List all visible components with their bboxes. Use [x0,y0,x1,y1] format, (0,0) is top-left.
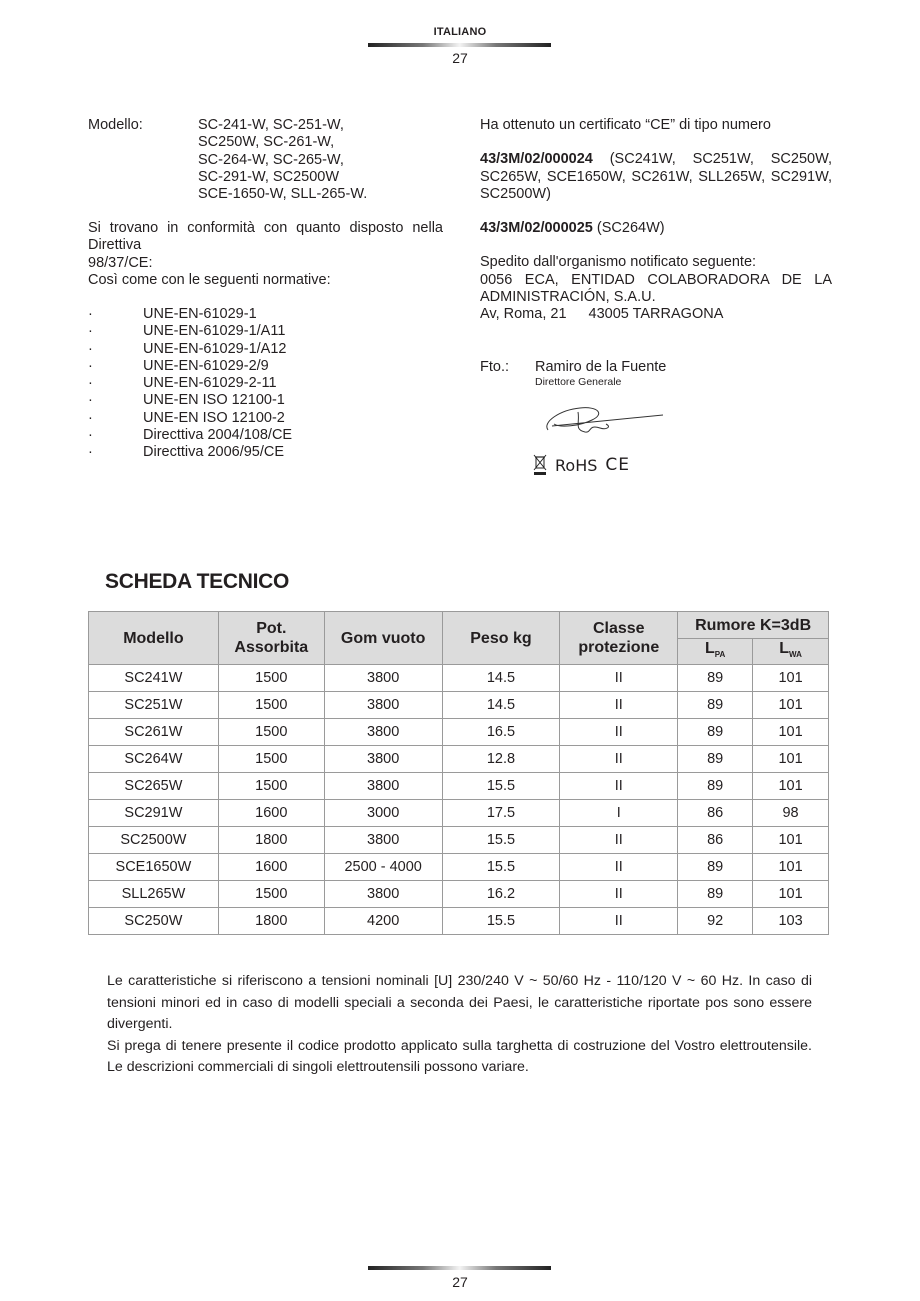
ce-mark: CE [605,455,630,475]
lwa-main: L [779,640,789,657]
certificate-2-number: 43/3M/02/000025 [480,220,593,237]
cell-model: SC264W [89,746,219,773]
cell-rpm: 2500 - 4000 [324,854,442,881]
certificate-1 [480,151,832,203]
cell-model: SC250W [89,908,219,935]
cell-lpa: 86 [678,800,753,827]
bullet: · [88,409,93,426]
cell-lwa: 103 [753,908,829,935]
cell-lpa: 89 [678,881,753,908]
cell-weight: 15.5 [442,773,560,800]
cell-lpa: 89 [678,665,753,692]
signature-label: Fto.: [480,359,510,375]
header-language: ITALIANO [433,26,487,38]
table-row [89,746,829,773]
cell-power: 1500 [218,773,324,800]
header-power-line: Pot. [256,620,287,637]
cell-class: II [560,665,678,692]
bullet: · [88,340,93,357]
cell-lwa: 101 [753,746,829,773]
cell-weight: 14.5 [442,692,560,719]
cell-lwa: 101 [753,719,829,746]
note-paragraph: Le caratteristiche si riferiscono a tensioni nominali [U] 230/240 V ~ 50/60 Hz - 110/120 V ~ 60 Hz. In caso di tensioni minori ed in caso di modelli speciali a seconda dei Paesi, le caratteristiche riportate pos sono essere divergenti. [107,973,812,1032]
standards-list [88,306,448,462]
cell-rpm: 3800 [324,827,442,854]
certificate-1-models: (SC241W, SC251W, SC250W, SC265W, SCE1650W, SC261W, SLL265W, SC291W, SC2500W) [480,151,832,202]
header-page-number: 27 [452,50,468,66]
model-list [198,117,367,203]
cell-lpa: 89 [678,746,753,773]
model-block [88,117,448,203]
cell-lwa: 101 [753,827,829,854]
cell-weight: 17.5 [442,800,560,827]
cell-power: 1500 [218,692,324,719]
table-row [89,881,829,908]
cell-rpm: 3800 [324,719,442,746]
cell-power: 1500 [218,719,324,746]
conformity-line: Si trovano in conformità con quanto disposto nella [88,220,443,236]
cell-rpm: 3800 [324,881,442,908]
cell-model: SC2500W [89,827,219,854]
model-line: SCE-1650-W, SLL-265-W. [198,186,368,203]
cell-lpa: 89 [678,692,753,719]
lpa-sub: PA [714,650,726,659]
cell-model: SC251W [89,692,219,719]
cell-lwa: 101 [753,692,829,719]
cell-weight: 15.5 [442,854,560,881]
model-line: SC-241-W, SC-251-W, [198,117,344,133]
header-class-line: Classe [592,620,645,637]
header-class-line: protezione [578,639,660,656]
table-row [89,773,829,800]
cell-lpa: 89 [678,719,753,746]
note-paragraph: Si prega di tenere presente il codice prodotto applicato sulla targhetta di costruzione del Vostro elettroutensile. Le descrizioni commerciali di singoli elettroutensili possono variare. [107,1037,812,1075]
cell-model: SLL265W [89,881,219,908]
cell-class: II [560,854,678,881]
signatory-title: Direttore Generale [535,376,622,389]
certificate-2-models: (SC264W) [592,220,665,237]
cell-power: 1500 [218,881,324,908]
bullet: · [88,392,93,409]
standard-label: UNE-EN ISO 12100-2 [143,409,285,426]
cell-rpm: 3800 [324,692,442,719]
footer-page-number: 27 [452,1274,468,1290]
bullet: · [88,444,93,461]
footer-divider [368,1266,551,1270]
cell-lpa: 89 [678,773,753,800]
cell-model: SC265W [89,773,219,800]
bullet: · [88,306,93,322]
table-row [89,692,829,719]
address-city: 43005 TARRAGONA [588,306,724,323]
issuer-block [480,254,832,323]
spec-table-body [89,665,829,935]
cell-power: 1500 [218,665,324,692]
standard-item [88,341,448,358]
standard-label: Directtiva 2004/108/CE [143,427,293,444]
cell-rpm: 3800 [324,773,442,800]
certificate-2 [480,220,832,237]
cell-rpm: 4200 [324,908,442,935]
cell-weight: 14.5 [442,665,560,692]
header-power-line: Assorbita [234,639,309,656]
standard-item [88,306,448,323]
certificate-block [480,117,832,324]
conformity-text [88,220,443,289]
lwa-sub: WA [788,650,802,659]
model-line: SC250W, SC-261-W, [198,134,335,151]
conformity-line: Direttiva [88,237,142,254]
cell-class: II [560,719,678,746]
signature-icon [540,400,670,445]
cell-rpm: 3800 [324,746,442,773]
notes [107,971,812,1079]
issuer-line: Spedito dall'organismo notificato seguente: [480,254,757,271]
standard-item [88,392,448,409]
cell-lwa: 98 [753,800,829,827]
weee-bin-icon [533,454,547,476]
cell-lwa: 101 [753,665,829,692]
model-line: SC-291-W, SC2500W [198,168,340,185]
bullet: · [88,375,93,392]
bullet: · [88,323,93,340]
model-label: Modello: [88,117,143,133]
cell-rpm: 3000 [324,800,442,827]
spec-table [88,611,829,935]
header-rpm: Gom vuoto [324,612,442,665]
table-row [89,665,829,692]
cell-model: SC261W [89,719,219,746]
table-row [89,827,829,854]
standard-item [88,358,448,375]
header-power [218,612,324,665]
cell-lpa: 89 [678,854,753,881]
cell-model: SC241W [89,665,219,692]
header-lpa [678,639,753,665]
conformity-line: 98/37/CE: [88,254,153,271]
cell-class: I [560,800,678,827]
cell-lwa: 101 [753,854,829,881]
cell-weight: 15.5 [442,908,560,935]
cell-lwa: 101 [753,881,829,908]
header-divider [368,43,551,47]
certificate-intro: Ha ottenuto un certificato “CE” di tipo numero [480,117,771,133]
cell-power: 1800 [218,827,324,854]
standard-item [88,427,448,444]
cell-lpa: 92 [678,908,753,935]
signature-block [480,359,666,389]
cell-power: 1600 [218,854,324,881]
model-line: SC-264-W, SC-265-W, [198,151,344,168]
standard-label: UNE-EN-61029-2-11 [143,375,277,392]
cell-power: 1800 [218,908,324,935]
cell-power: 1500 [218,746,324,773]
conformity-line: Così come con le seguenti normative: [88,271,331,288]
issuer-address [480,306,832,323]
standard-item [88,410,448,427]
bullet: · [88,427,93,444]
table-row [89,800,829,827]
table-row [89,854,829,881]
cell-lpa: 86 [678,827,753,854]
header-model: Modello [89,612,219,665]
cell-weight: 16.5 [442,719,560,746]
standard-item [88,375,448,392]
rohs-mark: RoHS [555,455,598,475]
standard-label: UNE-EN ISO 12100-1 [143,392,285,409]
cell-power: 1600 [218,800,324,827]
standard-label: UNE-EN-61029-1/A12 [143,340,287,357]
cell-rpm: 3800 [324,665,442,692]
standard-label: Directtiva 2006/95/CE [143,444,285,461]
standard-label: UNE-EN-61029-1/A11 [143,323,286,340]
cell-class: II [560,692,678,719]
cell-class: II [560,827,678,854]
cell-class: II [560,908,678,935]
spec-sheet-title: SCHEDA TECNICO [105,570,290,593]
lpa-main: L [704,640,715,657]
issuer-line: 0056 ECA, ENTIDAD COLABORADORA DE LA [480,271,832,288]
standard-item [88,444,448,461]
issuer-line: ADMINISTRACIÓN, S.A.U. [480,289,656,306]
table-row [89,719,829,746]
certification-marks [533,454,630,476]
cell-weight: 16.2 [442,881,560,908]
standard-label: UNE-EN-61029-2/9 [143,357,269,374]
cell-model: SCE1650W [89,854,219,881]
cell-class: II [560,746,678,773]
cell-weight: 12.8 [442,746,560,773]
header-lwa [753,639,829,665]
header-class [560,612,678,665]
header-noise: Rumore K=3dB [678,612,829,639]
signatory-name: Ramiro de la Fuente [535,359,667,375]
table-row [89,908,829,935]
cell-weight: 15.5 [442,827,560,854]
standard-item [88,323,448,340]
cell-class: II [560,773,678,800]
standard-label: UNE-EN-61029-1 [143,306,257,322]
cell-model: SC291W [89,800,219,827]
cell-class: II [560,881,678,908]
cell-lwa: 101 [753,773,829,800]
certificate-1-number: 43/3M/02/000024 [480,151,593,168]
header-weight: Peso kg [442,612,560,665]
address-street: Av, Roma, 21 [480,306,567,323]
bullet: · [88,357,93,374]
